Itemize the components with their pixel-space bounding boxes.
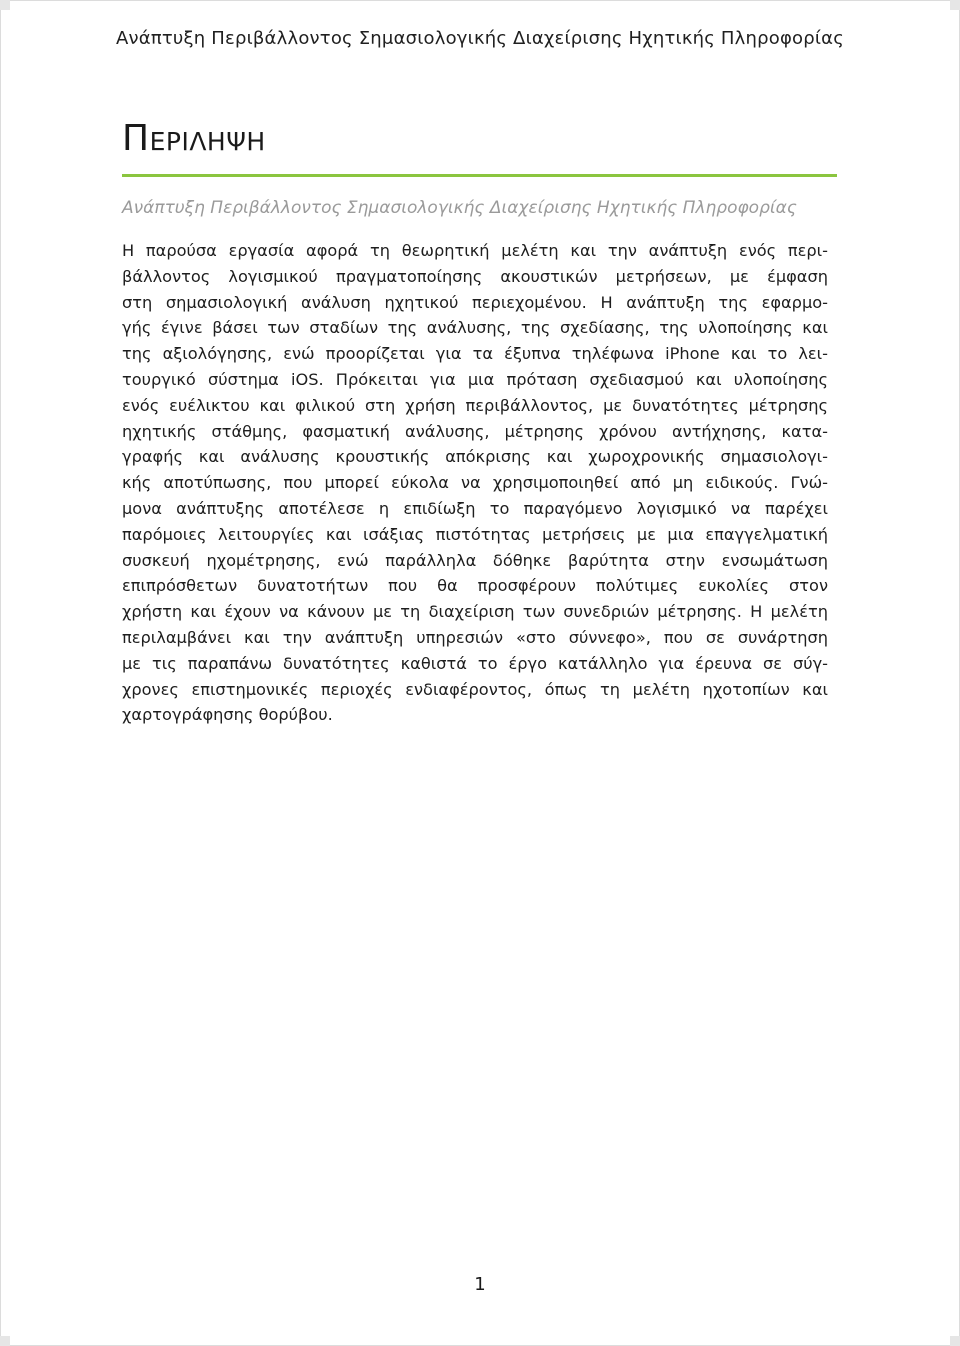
abstract-line: χαρτογράφησης θορύβου.	[122, 705, 333, 725]
abstract-line: ηχητικής στάθμης, φασματική ανάλυσης, μέτρησης χρόνου αντήχησης, κατα-	[122, 421, 828, 441]
abstract-line: μονα ανάπτυξης αποτέλεσε η επιδίωξη το παραγόμενο λογισμικό να παρέχει	[122, 498, 828, 518]
abstract-line: βάλλοντος λογισμικού πραγματοποίησης ακουστικών μετρήσεων, με έμφαση	[122, 266, 828, 286]
running-header: Ανάπτυξη Περιβάλλοντος Σημασιολογικής Διαχείρισης Ηχητικής Πληροφορίας	[116, 28, 844, 49]
page-number: 1	[474, 1274, 486, 1295]
abstract-line: επιπρόσθετων δυνατοτήτων που θα προσφέρουν πολύτιμες ευκολίες στον	[122, 576, 828, 596]
abstract-line: Η παρούσα εργασία αφορά τη θεωρητική μελέτη και την ανάπτυξη ενός περι-	[122, 241, 828, 260]
abstract-line: ενός ευέλικτου και φιλικού στη χρήση περιβάλλοντος, με δυνατότητες μέτρησης	[122, 395, 828, 415]
abstract-line: γής έγινε βάσει των σταδίων της ανάλυσης, της σχεδίασης, της υλοποίησης και	[122, 318, 828, 338]
abstract-line: κής αποτύπωσης, που μπορεί εύκολα να χρησιμοποιηθεί από μη ειδικούς. Γνώ-	[122, 473, 828, 493]
abstract-line: παρόμοιες λειτουργίες και ισάξιας πιστότητας μετρήσεις με μια επαγγελματική	[122, 524, 828, 544]
abstract-line: με τις παραπάνω δυνατότητες καθιστά το έργο κατάλληλο για έρευνα σε σύγ-	[122, 653, 828, 673]
abstract-line: τουργικό σύστημα iOS. Πρόκειται για μια πρόταση σχεδιασμού και υλοποίησης	[122, 369, 828, 389]
abstract-line: της αξιολόγησης, ενώ προορίζεται για τα έξυπνα τηλέφωνα iPhone και το λει-	[122, 344, 828, 364]
page-corner-top-right	[950, 0, 960, 10]
heading-rule	[122, 174, 837, 177]
abstract-line: συσκευή ηχομέτρησης, ενώ παράλληλα δόθηκε βαρύτητα στην ενσωμάτωση	[122, 550, 828, 570]
abstract-line: χρονες επιστημονικές περιοχές ενδιαφέροντος, όπως τη μελέτη ηχοτοπίων και	[122, 679, 828, 699]
page-corner-bottom-left	[0, 1336, 10, 1346]
abstract-line: περιλαμβάνει και την ανάπτυξη υπηρεσιών «στο σύννεφο», που σε συνάρτηση	[122, 627, 828, 647]
page-corner-top-left	[0, 0, 10, 10]
abstract-line: χρήστη και έχουν να κάνουν με τη διαχείριση των συνεδριών μέτρησης. Η μελέτη	[122, 602, 828, 622]
abstract-line: στη σημασιολογική ανάλυση ηχητικού περιεχομένου. Η ανάπτυξη της εφαρμο-	[122, 292, 828, 312]
abstract-line: γραφής και ανάλυσης κρουστικής απόκρισης και χωροχρονικής σημασιολογι-	[122, 447, 828, 467]
abstract-body	[122, 238, 828, 728]
section-heading: Περιληψη	[122, 118, 266, 159]
page-corner-bottom-right	[950, 1336, 960, 1346]
abstract-subtitle: Ανάπτυξη Περιβάλλοντος Σημασιολογικής Διαχείρισης Ηχητικής Πληροφορίας	[122, 198, 797, 218]
